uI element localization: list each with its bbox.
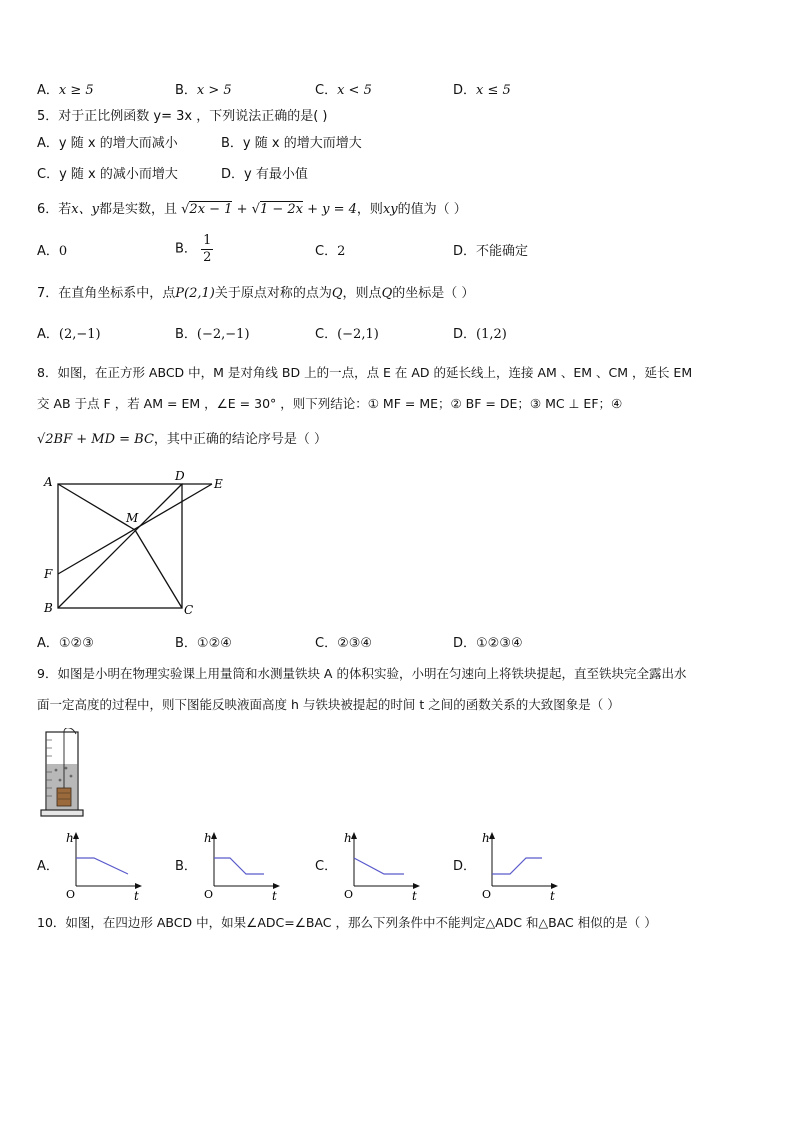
q6-radical-a: √2x − 1 [181,202,233,217]
svg-text:O: O [482,888,492,901]
q9-stem-line2: 面一定高度的过程中，则下图能反映液面高度 h 与铁块被提起的时间 t 之间的函数关系的大致图象是（ ） [37,697,620,712]
svg-text:t: t [272,889,277,903]
q4-option-b[interactable]: B．x > 5 [175,83,232,98]
label-d: D [175,469,185,483]
q8-stem-line1: 8．如图，在正方形 ABCD 中，M 是对角线 BD 上的一点，点 E 在 AD 的延长线上，连接 AM 、EM 、CM ，延长 EM [37,365,693,380]
q9-option-c-label[interactable]: C． [315,859,338,874]
q7-option-d[interactable]: D．(1,2) [453,327,507,342]
q6-option-c[interactable]: C．2 [315,244,346,259]
q5-option-d[interactable]: D．y 有最小值 [221,167,308,182]
diagonal-bd [58,484,182,608]
q10-stem: 10．如图，在四边形 ABCD 中，如果∠ADC=∠BAC ，那么下列条件中不能判定△ADC 和△BAC 相似的是（ ） [37,915,657,930]
svg-text:O: O [66,888,76,901]
segment-mc [135,530,182,608]
q6-option-a[interactable]: A．0 [37,244,68,259]
q6-fraction: $\frac{1}{2}$ [203,233,212,265]
q5-option-a[interactable]: A．y 随 x 的增大而减小 [37,136,178,151]
q5-option-c[interactable]: C．y 随 x 的减小而增大 [37,167,178,182]
q9-stem-line1: 9．如图是小明在物理实验课上用量筒和水测量铁块 A 的体积实验，小明在匀速向上将铁块提起，直至铁块完全露出水 [37,666,687,681]
q9-cylinder-figure [36,728,92,820]
cylinder-base [41,810,83,816]
q8-stem-line2: 交 AB 于点 F ，若 AM = EM ，∠E = 30° ，则下列结论：① MF = ME；② BF = DE；③ MC ⊥ EF；④ [37,396,623,411]
q8-option-b[interactable]: B．①②④ [175,636,232,651]
label-b: B [44,601,53,615]
q9-option-d-label[interactable]: D． [453,859,477,874]
q8-option-d[interactable]: D．①②③④ [453,636,523,651]
q4-option-d[interactable]: D．x ≤ 5 [453,83,511,98]
label-a: A [44,475,53,489]
graph-line-c [354,858,404,874]
segment-am [58,484,135,530]
q4-option-c[interactable]: C．x < 5 [315,83,372,98]
svg-text:O: O [344,888,354,901]
label-c: C [184,603,194,617]
q7-option-c[interactable]: C．(−2,1) [315,327,379,342]
svg-text:h: h [482,831,490,845]
label-e: E [214,477,223,491]
svg-text:t: t [550,889,555,903]
q4-option-a[interactable]: A．x ≥ 5 [37,83,94,98]
q6-radical-b: √1 − 2x [251,202,303,217]
svg-text:t: t [412,889,417,903]
q6-option-b[interactable]: B． $\frac{1}{2}$ [175,233,212,265]
graph-line-a [76,858,128,874]
q5-option-b[interactable]: B．y 随 x 的增大而增大 [221,136,362,151]
q9-graph-d[interactable] [476,828,562,904]
q8-stem-line3: √2BF + MD = BC，其中正确的结论序号是（ ） [37,432,328,447]
q9-option-a-label[interactable]: A． [37,859,59,874]
q7-option-b[interactable]: B．(−2,−1) [175,327,250,342]
q8-square-figure [36,468,236,620]
q9-graph-b[interactable] [198,828,284,904]
q9-option-b-label[interactable]: B． [175,859,197,874]
graph-line-d [492,858,542,874]
graph-line-b [214,858,264,874]
q9-graph-a[interactable] [60,828,146,904]
q8-option-a[interactable]: A．①②③ [37,636,94,651]
iron-block [57,788,71,806]
q7-stem: 7．在直角坐标系中，点P(2,1)关于原点对称的点为Q，则点Q的坐标是（ ） [37,286,475,301]
q7-option-a[interactable]: A．(2,−1) [37,327,101,342]
svg-text:h: h [344,831,352,845]
label-m: M [126,511,139,525]
q6-option-d[interactable]: D．不能确定 [453,244,529,259]
q5-stem: 5．对于正比例函数 y= 3x ，下列说法正确的是( ) [37,109,328,124]
svg-text:t: t [134,889,139,903]
svg-text:O: O [204,888,214,901]
label-f: F [44,567,53,581]
svg-text:h: h [204,831,212,845]
q6-stem: 6．若x、y都是实数，且 √2x − 1 + √1 − 2x + y = 4，则xy的值为（ ） [37,202,467,217]
svg-text:h: h [66,831,74,845]
q8-option-c[interactable]: C．②③④ [315,636,373,651]
q9-graph-c[interactable] [338,828,424,904]
